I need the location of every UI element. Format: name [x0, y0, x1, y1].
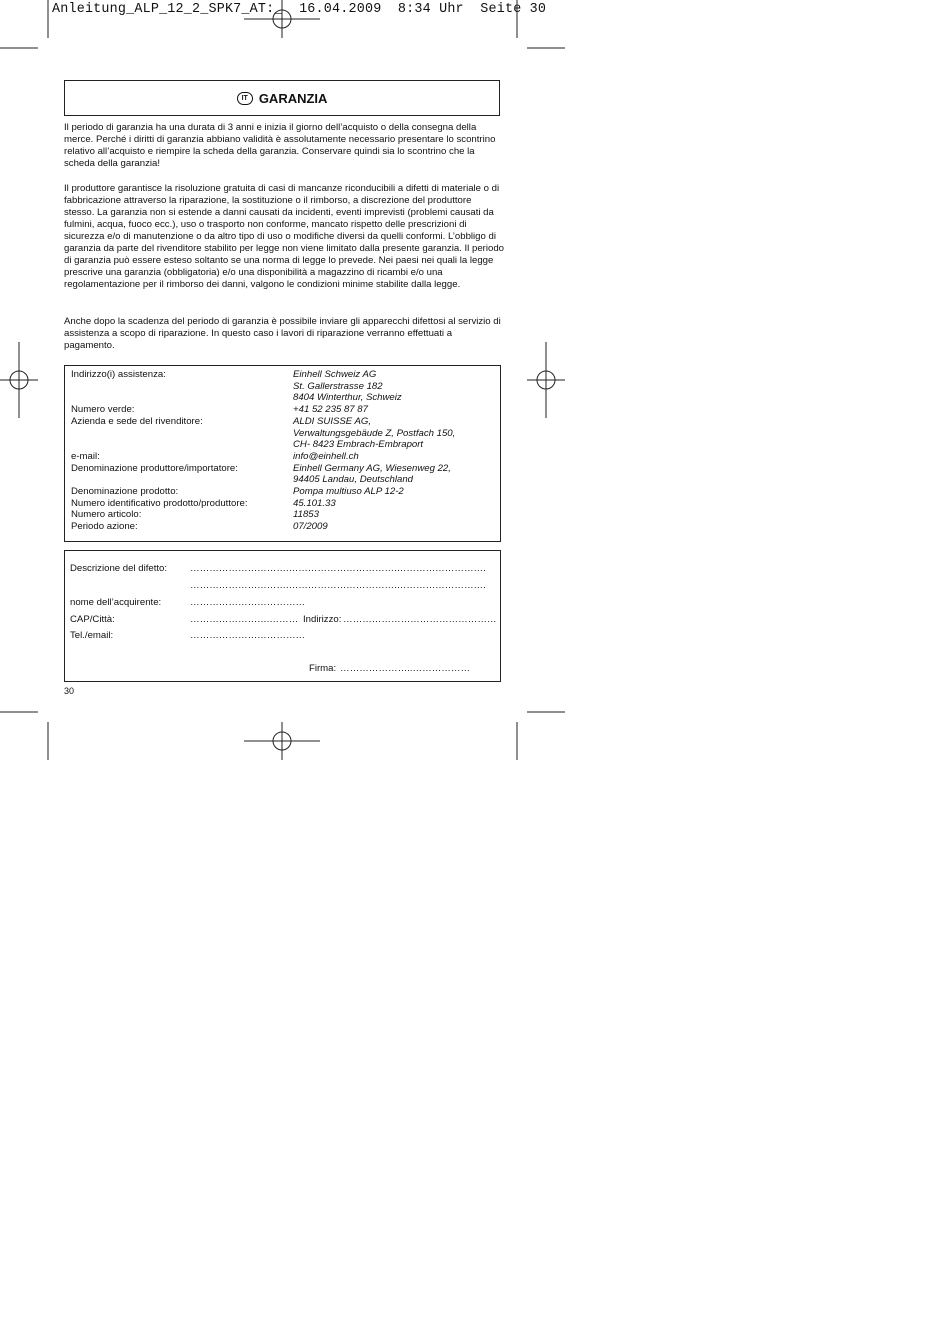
label-article-number: Numero articolo:: [71, 509, 142, 520]
page-number: 30: [64, 686, 75, 696]
defect-description-line-1[interactable]: ………………………….…………………………….……………………….: [190, 563, 486, 574]
value-product-name: Pompa multiuso ALP 12-2: [293, 486, 404, 497]
value-product-id: 45.101.33: [293, 498, 336, 509]
defect-description-label: Descrizione del difetto:: [70, 563, 168, 574]
value-retailer-address: Verwaltungsgebäude Z, Postfach 150,: [293, 428, 456, 439]
buyer-name-line[interactable]: ………………………………: [190, 597, 306, 608]
section-header: [64, 80, 500, 116]
zip-city-label: CAP/Città:: [70, 614, 115, 625]
signature-label: Firma:: [309, 663, 337, 674]
phone-email-label: Tel./email:: [70, 630, 114, 641]
address-label: Indirizzo:: [303, 614, 342, 625]
value-service-street: St. Gallerstrasse 182: [293, 381, 383, 392]
value-service-city: 8404 Winterthur, Schweiz: [293, 392, 402, 403]
defect-description-line-2[interactable]: ………………………….…………………………….……………………….: [190, 580, 486, 591]
defect-form-box: [64, 550, 501, 682]
value-retailer-name: ALDI SUISSE AG,: [293, 416, 372, 427]
value-service-company: Einhell Schweiz AG: [293, 369, 377, 380]
label-retailer: Azienda e sede del rivenditore:: [71, 416, 203, 427]
paragraph-after-warranty: Anche dopo la scadenza del periodo di garanzia è possibile inviare gli apparecchi difettosi al servizio di assistenza a scopo di riparazione. In questo caso i lavori di riparazione verranno effettuati a pagamento.: [64, 316, 501, 351]
zip-city-line[interactable]: …………………….………: [190, 614, 299, 625]
label-manufacturer: Denominazione produttore/importatore:: [71, 463, 238, 474]
value-manufacturer-city: 94405 Landau, Deutschland: [293, 474, 414, 485]
paragraph-warranty-period: Il periodo di garanzia ha una durata di 3 anni e inizia il giorno dell’acquisto o della consegna della merce. Perché i diritti di garanzia abbiano validità è assolutamente necessario presentare lo scontrino relativo all’acquisto e riempire la scheda della garanzia. Conservare quindi sia lo scontrino che la scheda della garanzia!: [64, 122, 496, 169]
phone-email-line[interactable]: ………………………………: [190, 630, 306, 641]
paragraph-manufacturer-guarantee: Il produttore garantisce la risoluzione gratuita di casi di mancanze riconducibili a difetti di materiale o di fabbricazione attraverso la riparazione, la sostituzione o il rimborso, a discrezione del produttore stesso. La garanzia non si estende a danni causati da incidenti, eventi imprevisti (problemi causati da fulmini, acqua, fuoco ecc.), uso o trasporto non conforme, mancato rispetto delle prescrizioni di sicurezza e/o di manutenzione o da altro tipo di uso o modifiche diversi da quelli conformi. L’obbligo di garanzia da parte del rivenditore stabilito per legge non viene limitato dalla presente garanzia. Il periodo di garanzia può essere esteso soltanto se una norma di legge lo prevede. Nei paesi nei quali la legge prescrive una garanzia (obbligatoria) e/o una disponibilità a magazzino di ricambi e/o una regolamentazione per il rimborso dei danni, valgono le condizioni minime stabilite dalla legge.: [64, 183, 504, 290]
label-hotline: Numero verde:: [71, 404, 135, 415]
value-promotion-period: 07/2009: [293, 521, 328, 532]
language-badge: IT: [237, 92, 253, 105]
label-product-name: Denominazione prodotto:: [71, 486, 179, 497]
label-email: e-mail:: [71, 451, 100, 462]
value-manufacturer: Einhell Germany AG, Wiesenweg 22,: [293, 463, 451, 474]
service-info-box: [64, 365, 501, 542]
section-title: GARANZIA: [258, 90, 328, 106]
value-email: info@einhell.ch: [293, 451, 359, 462]
label-product-id: Numero identificativo prodotto/produttore:: [71, 498, 248, 509]
label-service-address: Indirizzo(i) assistenza:: [71, 369, 166, 380]
signature-line[interactable]: …………………..………………: [340, 663, 471, 674]
address-line[interactable]: …………………………………………: [343, 614, 497, 625]
value-retailer-city: CH- 8423 Embrach-Embraport: [293, 439, 424, 450]
label-promotion-period: Periodo azione:: [71, 521, 138, 532]
print-slug: Anleitung_ALP_12_2_SPK7_AT:_ 16.04.2009 8:34 Uhr Seite 30: [52, 2, 547, 17]
buyer-name-label: nome dell’acquirente:: [70, 597, 162, 608]
value-article-number: 11853: [293, 509, 319, 520]
value-hotline: +41 52 235 87 87: [293, 404, 368, 415]
